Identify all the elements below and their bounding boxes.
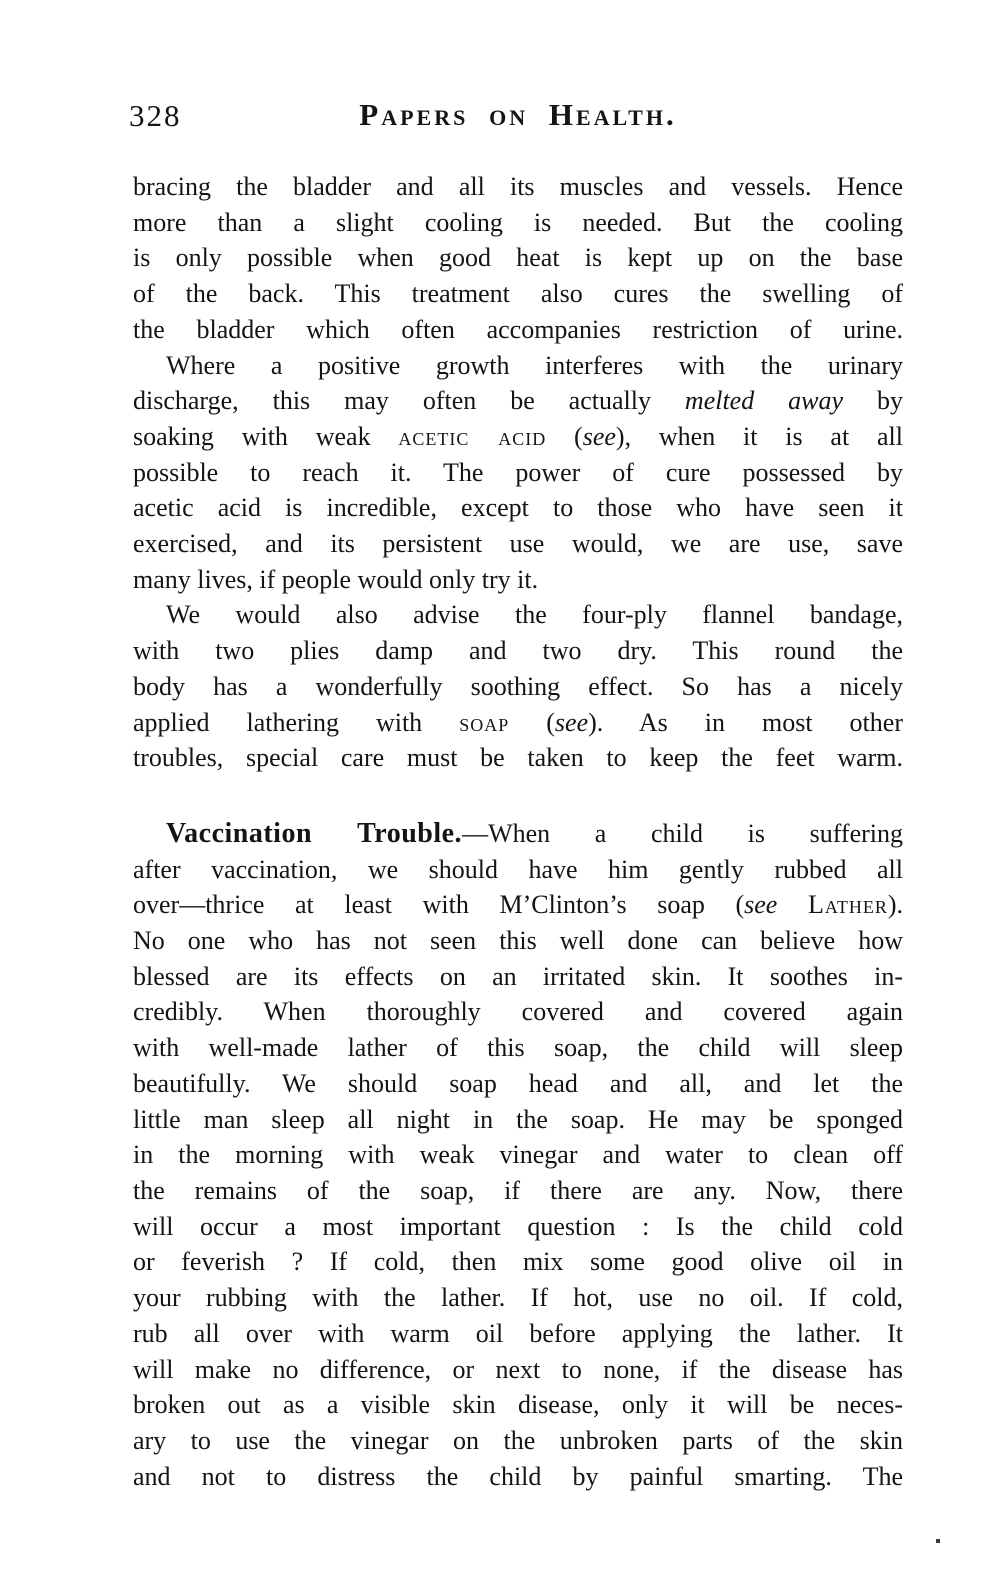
text-run: discharge, this may often be actually [133,386,685,416]
text-run: see [582,421,616,451]
text-run: rub all over with warm oil before applying the lather. It [133,1318,903,1348]
text-run: bracing the bladder and all its muscles and vessels. Hence [133,172,903,201]
text-line [133,1030,903,1066]
page-number: 328 [129,98,182,133]
text-run: soaking with weak [133,421,399,451]
text-line [133,1244,903,1280]
text-run: in the morning with weak vinegar and water to clean off [133,1140,903,1170]
text-line [133,705,903,741]
text-run: ). [887,890,903,920]
text-line [133,816,903,852]
text-run: broken out as a visible skin disease, only it will be neces- [133,1390,903,1420]
text-run: of the back. This treatment also cures the swelling of [133,279,903,309]
section-heading-text: Vaccination Trouble. [166,817,463,849]
text-run: with two plies damp and two dry. This round the [133,636,903,666]
page-header [129,97,903,139]
text-line [133,348,903,384]
text-line [133,633,903,669]
text-block [133,169,903,1494]
text-line [133,169,903,205]
text-run: ( [546,421,583,451]
text-run: Lather [807,890,888,920]
text-run: ary to use the vinegar on the unbroken parts of the skin [133,1425,903,1455]
text-run: your rubbing with the lather. If hot, use no oil. If cold, [133,1283,903,1313]
text-line [133,740,903,776]
text-line [133,562,903,598]
text-run: ). As in most other [588,707,903,737]
text-run: by [843,386,904,416]
text-run: with well-made lather of this soap, the child will sleep [133,1033,903,1063]
text-run: No one who has not seen this well done can believe how [133,926,903,956]
paragraph-vaccination-trouble [133,816,903,1494]
text-line [133,1352,903,1388]
text-run: the bladder which often accompanies restriction of urine. [133,314,903,344]
text-line [133,1387,903,1423]
text-run: will occur a most important question : Is the child cold [133,1211,903,1241]
text-line [133,1459,903,1495]
text-line [133,1316,903,1352]
text-line [133,1102,903,1138]
text-run: acetic acid is incredible, except to those who have seen it [133,493,903,523]
text-run: after vaccination, we should have him gently rubbed all [133,854,903,884]
text-run: —When a child is suffering [462,818,903,848]
text-line [133,455,903,491]
text-run: body has a wonderfully soothing effect. So has a nicely [133,671,903,701]
text-line [133,383,903,419]
text-line [133,887,903,923]
text-line [133,526,903,562]
text-line [133,419,903,455]
text-run: credibly. When thoroughly covered and covered again [133,997,903,1027]
paragraph-bladder-treatment [133,169,903,348]
text-run: troubles, special care must be taken to keep the feet warm. [133,743,903,773]
text-run: the remains of the soap, if there are any. Now, there [133,1175,903,1205]
text-line [133,240,903,276]
text-run: see [554,707,589,737]
text-run: or feverish ? If cold, then mix some good olive oil in [133,1247,903,1277]
text-line [133,1137,903,1173]
text-line [133,852,903,888]
text-run: possible to reach it. The power of cure possessed by [133,457,903,487]
text-line [133,994,903,1030]
ink-speck-artifact [936,1539,940,1543]
text-line [133,923,903,959]
text-run: acetic acid [398,421,547,451]
text-run: Where a positive growth interferes with the urinary [166,350,903,380]
text-line [133,1066,903,1102]
text-line [133,1423,903,1459]
text-line [133,1280,903,1316]
text-run: will make no difference, or next to none, if the disease has [133,1354,903,1384]
text-line [133,669,903,705]
text-run: ), when it is at all [615,421,903,451]
text-run: applied lathering with [133,707,460,737]
text-line [133,959,903,995]
text-line [133,276,903,312]
text-run: more than a slight cooling is needed. But the cooling [133,207,903,237]
text-line [133,312,903,348]
text-run: little man sleep all night in the soap. He may be sponged [133,1104,903,1134]
text-run: over—thrice at least with M’Clinton’s soap ( [133,890,745,920]
running-title: Papers on Health. [359,97,677,132]
text-run: ( [509,707,555,737]
text-run: beautifully. We should soap head and all, and let the [133,1068,903,1098]
text-line [133,490,903,526]
text-run: many lives, if people would only try it. [133,564,539,594]
paragraph-positive-growth [133,348,903,598]
text-run: is only possible when good heat is kept up on the base [133,243,903,273]
text-run: blessed are its effects on an irritated skin. It soothes in- [133,961,903,991]
text-run: see [744,890,808,920]
text-line [133,597,903,633]
text-run: We would also advise the four-ply flannel bandage, [166,600,903,630]
text-line [133,205,903,241]
paragraph-flannel-bandage [133,597,903,776]
text-run: exercised, and its persistent use would, we are use, save [133,529,903,559]
text-run: melted away [684,386,844,416]
text-run: and not to distress the child by painful smarting. The [133,1461,903,1491]
text-line [133,1209,903,1245]
text-run: soap [459,707,510,737]
text-line [133,1173,903,1209]
